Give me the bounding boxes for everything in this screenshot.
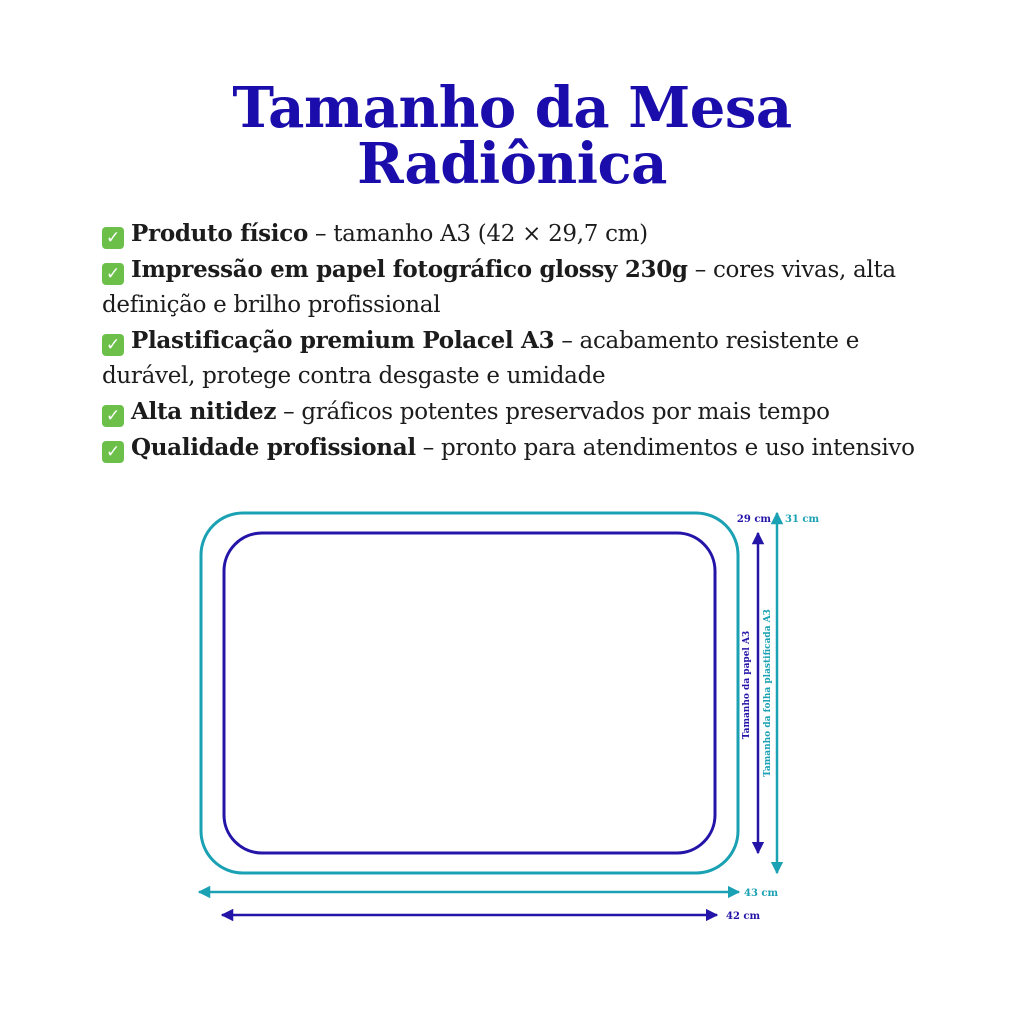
laminated-vertical-caption: Tamanho da folha plastificada A3 [763,609,773,777]
paper-vertical-caption: Tamanho da papel A3 [742,630,752,740]
check-mark-icon: ✓ [102,405,124,427]
check-mark-icon: ✓ [102,227,124,249]
feature-title: Produto físico [131,220,308,247]
feature-description: – cores vivas, alta definição e brilho profissional [102,257,896,318]
feature-description: – acabamento resistente e durável, protege contra desgaste e umidade [102,328,860,389]
feature-description: – pronto para atendimentos e uso intensivo [415,435,915,461]
feature-description: – tamanho A3 (42 × 29,7 cm) [308,221,648,247]
laminated-width-label: 43 cm [744,888,779,899]
feature-description: – gráficos potentes preservados por mais tempo [276,399,830,425]
laminated-sheet-outline [201,513,738,873]
check-mark-icon: ✓ [102,263,124,285]
paper-sheet-outline [224,533,715,853]
feature-title: Qualidade profissional [131,434,416,461]
check-mark-icon: ✓ [102,441,124,463]
laminated-height-label: 31 cm [785,514,820,525]
feature-title: Plastificação premium Polacel A3 [131,327,555,354]
paper-height-label: 29 cm [736,514,771,525]
feature-title: Alta nitidez [131,398,277,425]
check-mark-icon: ✓ [102,334,124,356]
title-line-2: Radiônica [357,131,667,197]
paper-width-label: 42 cm [726,911,761,922]
feature-title: Impressão em papel fotográfico glossy 230g [131,256,688,283]
title-line-1: Tamanho da Mesa [232,75,792,141]
